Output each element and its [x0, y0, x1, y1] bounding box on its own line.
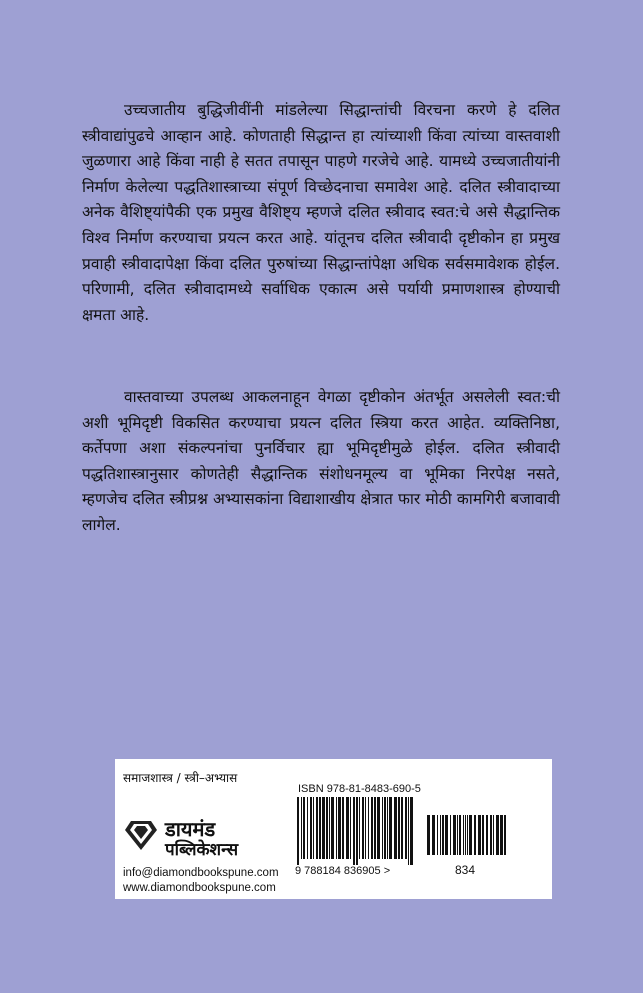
publisher-name-line1: डायमंड [165, 817, 216, 841]
publisher-info-box [115, 759, 552, 899]
publisher-website: www.diamondbookspune.com [123, 882, 276, 894]
price-barcode [425, 815, 509, 861]
price-code: 834 [455, 863, 476, 877]
barcode-digits: 9 788184 836905 > [295, 865, 391, 877]
back-cover-paragraph-2: वास्तवाच्या उपलब्ध आकलनाहून वेगळा दृष्टीकोन अंतर्भूत असलेली स्वत:ची अशी भूमिदृष्टी विकसित करण्याचा प्रयत्न दलित स्त्रिया करत आहेत. व्यक्तिनिष्ठा, कर्तेपणा अशा संकल्पनांचा पुनर्विचार ह्या भूमिदृष्टीमुळे होईल. दलित स्त्रीवादी पद्धतिशास्त्रानुसार कोणतेही सैद्धान्तिक संशोधनमूल्य वा भूमिका निरपेक्ष नसते, म्हणजेच दलित स्त्रीप्रश्न अभ्यासकांना विद्याशाखीय क्षेत्रात फार मोठी कामगिरी बजावावी लागेल. [82, 388, 560, 534]
publisher-name-line2: पब्लिकेशन्स [165, 840, 239, 860]
isbn-barcode [295, 797, 415, 865]
publisher-email: info@diamondbookspune.com [123, 867, 279, 879]
category-label: समाजशास्त्र / स्त्री–अभ्यास [123, 771, 238, 785]
isbn-label: ISBN 978-81-8483-690-5 [298, 783, 421, 795]
publisher-logo [123, 815, 293, 865]
diamond-icon [123, 817, 159, 853]
back-cover-paragraph-1: उच्चजातीय बुद्धिजीवींनी मांडलेल्या सिद्धान्तांची विरचना करणे हे दलित स्त्रीवाद्यांपुढचे आव्हान आहे. कोणताही सिद्धान्त हा त्यांच्याशी किंवा त्यांच्या वास्तवाशी जुळणारा आहे किंवा नाही हे सतत तपासून पाहणे गरजेचे आहे. यामध्ये उच्चजातीयांनी निर्माण केलेल्या पद्धतिशास्त्राच्या संपूर्ण विच्छेदनाचा समावेश आहे. दलित स्त्रीवादाच्या अनेक वैशिष्ट्यांपैकी एक प्रमुख वैशिष्ट्य म्हणजे दलित स्त्रीवाद स्वत:चे असे सैद्धान्तिक विश्व निर्माण करण्याचा प्रयत्न करत आहे. यांतूनच दलित स्त्रीवादी दृष्टीकोन हा प्रमुख प्रवाही स्त्रीवादापेक्षा किंवा दलित पुरुषांच्या सिद्धान्तांपेक्षा अधिक सर्वसमावेशक होईल. परिणामी, दलित स्त्रीवादामध्ये सर्वाधिक एकात्म असे पर्यायी प्रमाणशास्त्र होण्याची क्षमता आहे. [82, 101, 560, 324]
